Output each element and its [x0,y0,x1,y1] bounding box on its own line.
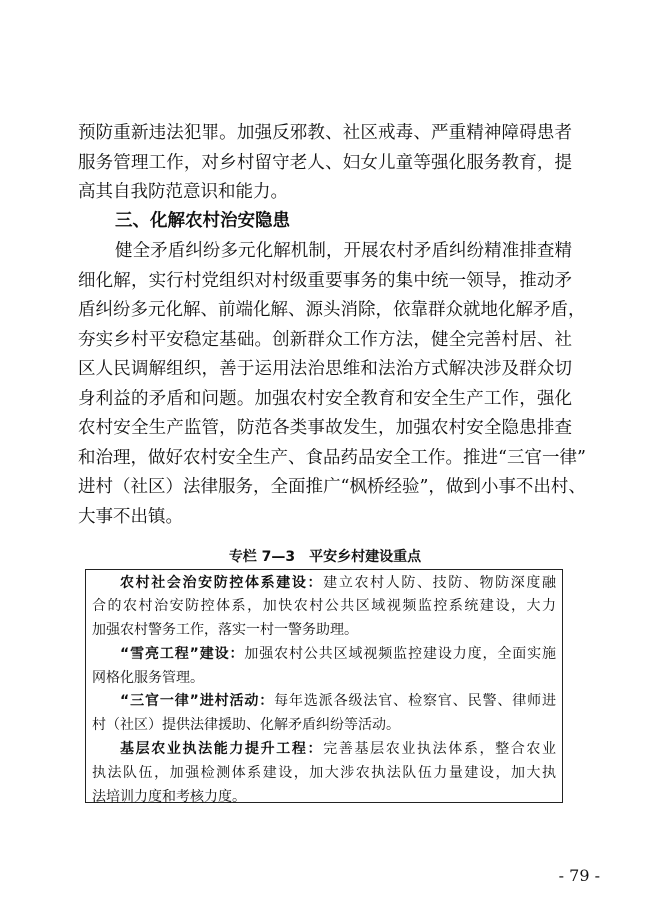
feature-item-4-text: 完善基层农业执法体系，整合农业 [323,741,557,757]
feature-box-title: 专栏 7—3 平安乡村建设重点 [228,549,422,565]
feature-item-1-label: 农村社会治安防控体系建设： [120,575,324,591]
section-line-2: 细化解，实行村党组织对村级重要事务的集中统一领导，推动矛 [78,271,572,291]
section-line-10: 大事不出镇。 [78,507,183,527]
section-line-6: 身利益的矛盾和问题。加强农村安全教育和安全生产工作，强化 [78,389,572,409]
feature-item-2-label: “雪亮工程”建设： [120,646,245,662]
feature-item-2-line-2: 网格化服务管理。 [92,670,204,686]
section-heading: 三、化解农村治安隐患 [115,211,290,231]
intro-line-1: 预防重新违法犯罪。加强反邪教、社区戒毒、严重精神障碍患者 [78,123,572,143]
feature-item-1-line-2: 合的农村治安防控体系，加快农村公共区域视频监控系统建设，大力 [92,598,556,614]
section-line-4: 夯实乡村平安稳定基础。创新群众工作方法，健全完善村居、社 [78,330,572,350]
intro-line-2: 服务管理工作，对乡村留守老人、妇女儿童等强化服务教育，提 [78,153,572,173]
section-line-3: 盾纠纷多元化解、前端化解、源头消除，依靠群众就地化解矛盾， [78,300,586,320]
feature-item-2-text: 加强农村公共区域视频监控建设力度，全面实施 [244,646,557,662]
feature-item-3-label: “三官一律”进村活动： [120,693,275,709]
section-line-7: 农村安全生产监管，防范各类事故发生，加强农村安全隐患排查 [78,418,572,438]
feature-item-3-line-2: 村（社区）提供法律援助、化解矛盾纠纷等活动。 [92,717,400,733]
section-line-9: 进村（社区）法律服务，全面推广“枫桥经验”，做到小事不出村、 [78,477,586,497]
feature-item-1-line-3: 加强农村警务工作，落实一村一警务助理。 [92,622,358,638]
section-line-5: 区人民调解组织，善于运用法治思维和法治方式解决涉及群众切 [78,359,572,379]
page-number: - 79 - [558,866,600,885]
feature-item-1-line-1 [120,574,556,592]
section-line-8: 和治理，做好农村安全生产、食品药品安全工作。推进“三官一律” [78,448,586,468]
feature-item-1-text: 建立农村人防、技防、物防深度融 [323,575,557,591]
feature-item-4-label: 基层农业执法能力提升工程： [120,741,324,757]
feature-item-4-line-3: 法培训力度和考核力度。 [92,789,246,805]
feature-item-2-line-1 [120,645,556,663]
feature-item-3-line-1 [120,692,556,710]
intro-line-3: 高其自我防范意识和能力。 [78,182,288,202]
feature-item-4-line-2: 执法队伍，加强检测体系建设，加大涉农执法队伍力量建设，加大执 [92,765,556,781]
section-line-1: 健全矛盾纠纷多元化解机制，开展农村矛盾纠纷精准排查精 [115,241,572,261]
feature-item-4-line-1 [120,740,556,758]
feature-item-3-text: 每年选派各级法官、检察官、民警、律师进 [274,693,557,709]
